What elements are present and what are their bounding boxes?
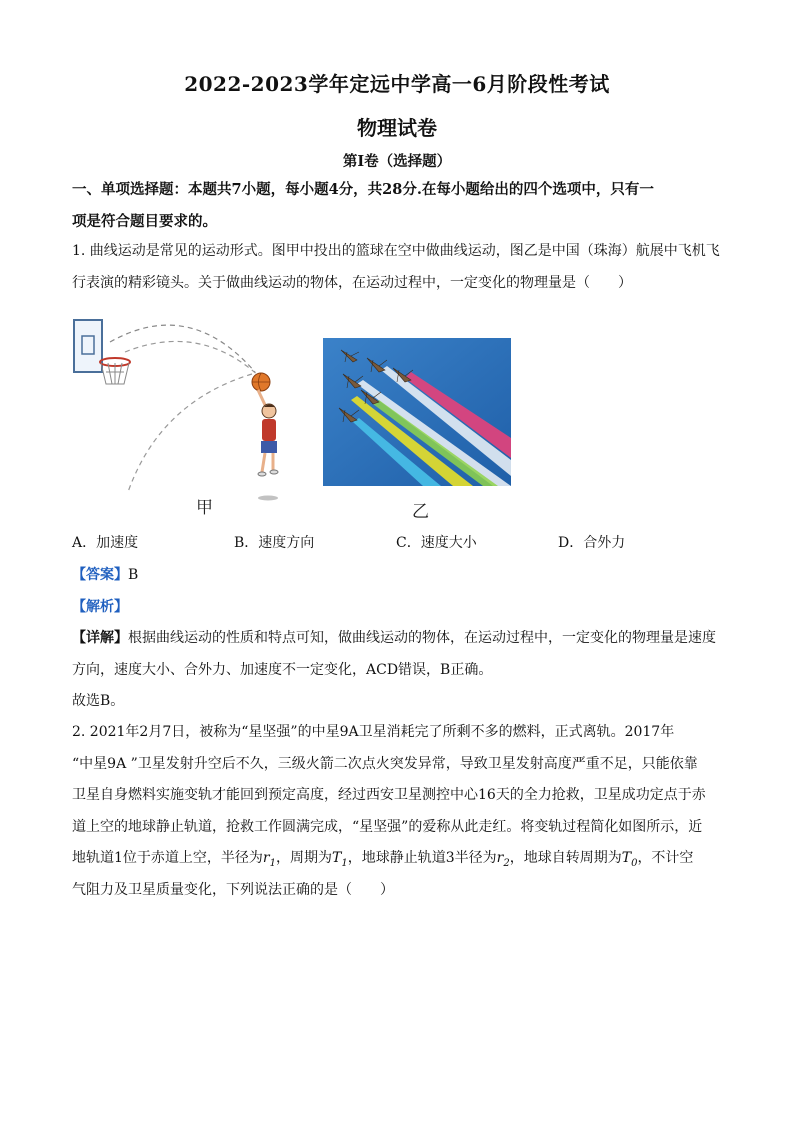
question-1-line-1: 1. 曲线运动是常见的运动形式。图甲中投出的篮球在空中做曲线运动，图乙是中国（珠海）航展中飞机飞 [72, 243, 720, 259]
question-2-stem [72, 717, 732, 906]
figure-b-caption: 乙 [412, 502, 429, 522]
q2-text-c: ，地球静止轨道3半径为 [347, 850, 497, 866]
figure-a-caption: 甲 [196, 498, 213, 518]
var-r2-subscript: 2 [503, 857, 510, 869]
option-b[interactable]: B．速度方向 [234, 535, 315, 551]
section-heading [72, 174, 728, 237]
question-2-line-2: “中星9A ”卫星发射升空后不久，三级火箭二次点火突发异常，导致卫星发射高度严重不足，只能依靠 [72, 755, 698, 772]
player-shoe-left [258, 472, 266, 476]
section-heading-line-2: 项是符合题目要求的。 [72, 212, 217, 230]
exam-title: 2022-2023学年定远中学高一6月阶段性考试 [184, 72, 610, 96]
player-jersey [262, 419, 276, 441]
player-leg-left [262, 453, 265, 472]
section-heading-line-1: 一、单项选择题：本题共7小题，每小题4分，共28分.在每小题给出的四个选项中，只有一 [72, 181, 654, 198]
option-d[interactable]: D．合外力 [558, 535, 626, 551]
question-2-line-4: 道上空的地球静止轨道，抢救工作圆满完成，“星坚强”的爱称从此走红。将变轨过程简化如图所示，近 [72, 818, 703, 835]
figure-jets [323, 338, 511, 486]
var-t0-subscript: 0 [631, 857, 638, 869]
question-2-line-5 [72, 843, 732, 875]
detail-text-1: 根据曲线运动的性质和特点可知，做曲线运动的物体，在运动过程中，一定变化的物理量是速度 [128, 630, 716, 646]
q2-text-b: ，周期为 [276, 850, 332, 866]
trajectory-upper [110, 325, 255, 372]
var-r1 [262, 850, 276, 869]
conclusion-line: 故选B。 [72, 693, 125, 709]
var-r2-symbol: r [496, 850, 504, 866]
question-1-stem [72, 236, 732, 299]
var-t0 [621, 850, 638, 869]
var-r1-symbol: r [262, 850, 270, 866]
var-t1-subscript: 1 [341, 857, 348, 869]
trajectory-lower [128, 374, 252, 492]
question-2-line-3: 卫星自身燃料实施变轨才能回到预定高度，经过西安卫星测控中心16天的全力抢救，卫星成功定点于赤 [72, 787, 706, 803]
hoop-net [101, 363, 129, 384]
player-arm [258, 390, 266, 407]
question-2-line-6: 气阻力及卫星质量变化，下列说法正确的是（ ） [72, 881, 394, 898]
answer-tag: 【答案】 [72, 567, 128, 583]
q2-text-a: 地轨道1位于赤道上空，半径为 [72, 850, 263, 866]
q2-text-e: ，不计空 [637, 850, 694, 866]
question-1-solution [72, 560, 732, 718]
trajectory-middle [125, 341, 260, 377]
volume-heading: 第I卷（选择题） [342, 153, 452, 170]
detail-tag: 【详解】 [72, 630, 128, 646]
var-r1-subscript: 1 [269, 857, 276, 869]
question-1-options [72, 532, 732, 556]
var-r2 [496, 850, 510, 869]
answer-value: B [128, 567, 139, 583]
backboard [74, 320, 102, 372]
question-1-line-2: 行表演的精彩镜头。关于做曲线运动的物体，在运动过程中，一定变化的物理量是（ ） [72, 274, 632, 291]
detail-line-2: 方向，速度大小、合外力、加速度不一定变化，ACD错误，B正确。 [72, 661, 493, 678]
exam-subtitle: 物理试卷 [357, 116, 437, 140]
var-t1-symbol: T [332, 850, 342, 866]
var-t0-symbol: T [621, 850, 632, 866]
figure-basketball [70, 312, 285, 507]
player-shadow [258, 496, 278, 501]
answer-line [72, 560, 732, 592]
analysis-line [72, 592, 732, 624]
q2-text-d: ，地球自转周期为 [509, 850, 622, 866]
player-shorts [261, 441, 277, 453]
option-c[interactable]: C．速度大小 [396, 535, 477, 551]
option-a[interactable]: A．加速度 [72, 535, 139, 551]
detail-line-1 [72, 623, 732, 655]
question-2-line-1: 2. 2021年2月7日，被称为“星坚强”的中星9A卫星消耗完了所剩不多的燃料，正式离轨。2017年 [72, 724, 675, 740]
player-shoe-right [270, 470, 278, 474]
var-t1 [332, 850, 348, 869]
analysis-tag: 【解析】 [72, 598, 128, 615]
